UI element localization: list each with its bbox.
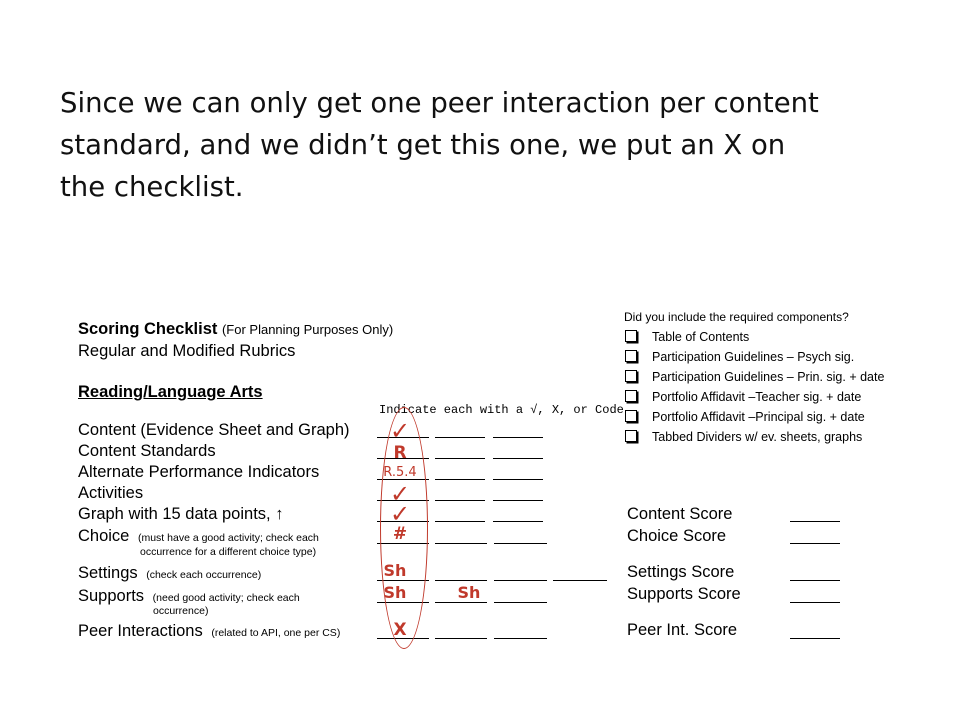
checkmark-icon: ✓ [389,500,411,528]
component-item: Portfolio Affidavit –Principal sig. + date [652,410,865,424]
checkbox-icon [625,350,637,362]
row-choice-note-2: occurrence for a different choice type) [140,546,317,558]
blank-line [435,479,485,480]
blank-line [553,580,607,581]
checkmark-icon: ✓ [389,480,411,508]
checkbox-icon [625,330,637,342]
checkbox-icon [625,430,637,442]
blank-line [493,479,543,480]
row-peer-label [78,622,340,641]
blank-line [494,638,547,639]
row-supports-text: Supports [78,587,145,605]
row-peer-note: (related to API, one per CS) [211,627,341,639]
checklist-title [78,320,393,339]
row-peer-text: Peer Interactions [78,622,203,640]
row-settings-text: Settings [78,564,138,582]
blank-line [493,437,543,438]
blank-line [493,500,543,501]
blank-line [435,500,485,501]
blank-line [790,521,840,522]
row-supports-label [78,587,300,606]
component-item: Tabbed Dividers w/ ev. sheets, graphs [652,430,863,444]
row-supports-note-2: occurrence) [153,605,209,617]
blank-line [493,521,543,522]
mark-choice: # [392,524,408,544]
heading-line-1: Since we can only get one peer interaction per content [60,87,819,119]
row-settings-note: (check each occurrence) [146,569,262,581]
component-item: Table of Contents [652,330,750,344]
component-item: Portfolio Affidavit –Teacher sig. + date [652,390,862,404]
mark-supports-1: Sh [383,583,407,602]
mark-standards: R [393,443,407,463]
score-content-label: Content Score [627,505,733,523]
blank-line [494,543,547,544]
checkmark-icon: ✓ [389,417,411,445]
score-choice-label: Choice Score [627,527,727,545]
blank-line [790,580,840,581]
indicate-note: Indicate each with a √, X, or Code [379,403,624,417]
blank-line [790,543,840,544]
mark-api: R.5.4 [383,465,417,480]
row-choice-label [78,527,319,546]
row-choice-text: Choice [78,527,130,545]
checklist-title-text: Scoring Checklist [78,320,218,338]
checklist-title-note: (For Planning Purposes Only) [221,322,394,337]
blank-line [435,602,487,603]
mark-settings: Sh [383,561,407,580]
score-settings-label: Settings Score [627,563,735,581]
checklist-subtitle: Regular and Modified Rubrics [78,342,296,360]
row-api-label: Alternate Performance Indicators [78,463,320,481]
row-supports-note-1: (need good activity; check each [152,592,300,604]
mark-peer: X [393,620,407,640]
row-choice-note-1: (must have a good activity; check each [137,532,319,544]
checkbox-icon [625,390,637,402]
up-arrow-icon: ↑ [275,505,284,523]
blank-line [493,458,543,459]
row-standards-label: Content Standards [78,442,216,460]
blank-line [435,638,487,639]
blank-line [435,458,485,459]
component-item: Participation Guidelines – Psych sig. [652,350,855,364]
blank-line [435,437,485,438]
heading-line-3: the checklist. [60,171,244,203]
mark-supports-2: Sh [457,583,481,602]
section-heading: Reading/Language Arts [78,383,263,401]
blank-line [494,580,547,581]
row-settings-label [78,564,261,583]
row-graph-text: Graph with 15 data points, [78,505,271,523]
checkbox-icon [625,370,637,382]
row-content-label: Content (Evidence Sheet and Graph) [78,421,350,439]
blank-line [435,580,487,581]
row-graph-label [78,505,283,524]
components-question: Did you include the required components? [624,310,849,324]
blank-line [494,602,547,603]
blank-line [790,602,840,603]
score-peer-label: Peer Int. Score [627,621,738,639]
blank-line [435,543,487,544]
component-item: Participation Guidelines – Prin. sig. + date [652,370,885,384]
heading-line-2: standard, and we didn’t get this one, we put an X on [60,129,786,161]
checkbox-icon [625,410,637,422]
blank-line [435,521,485,522]
row-activities-label: Activities [78,484,144,502]
blank-line [790,638,840,639]
score-supports-label: Supports Score [627,585,741,603]
